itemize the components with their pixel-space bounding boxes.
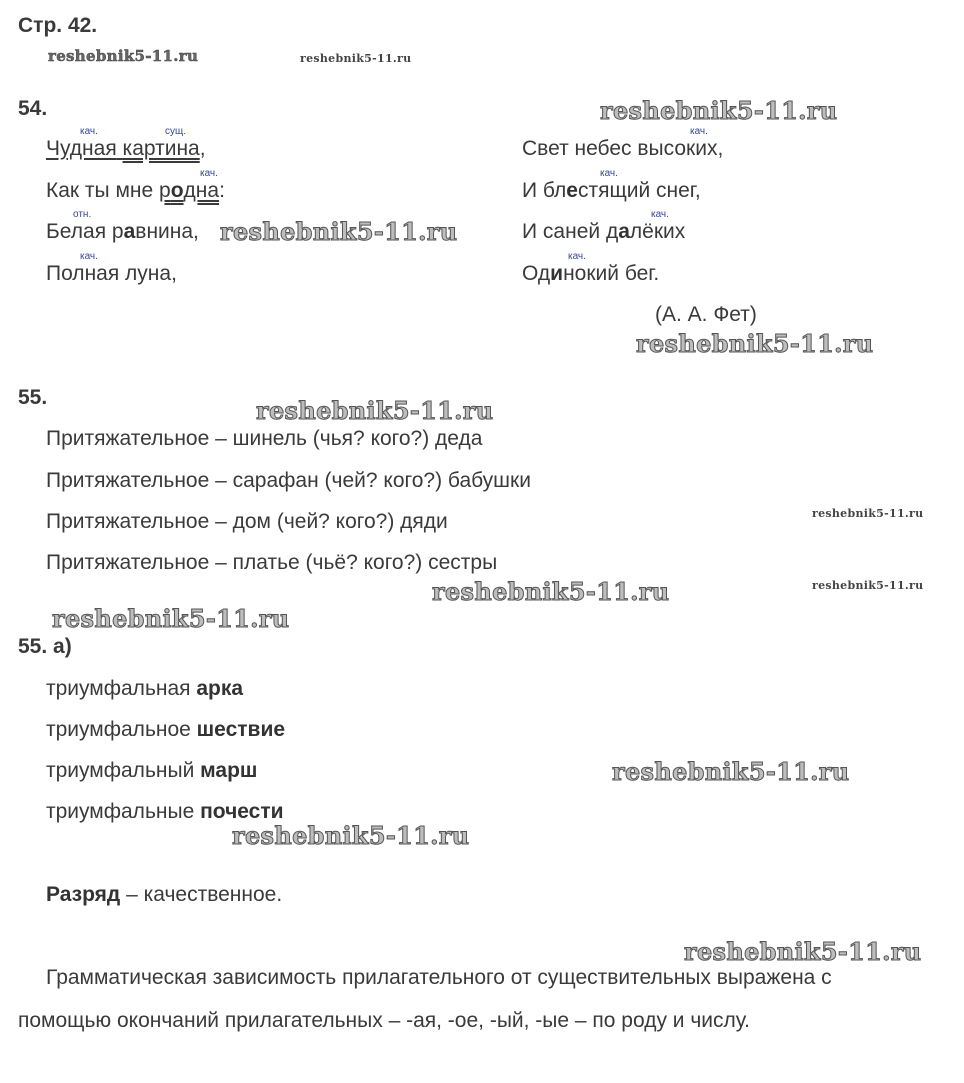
answer-line: Притяжательное – сарафан (чей? кого?) бабушки: [46, 469, 531, 492]
watermark: reshebnik5-11.ru: [432, 577, 670, 606]
watermark: reshebnik5-11.ru: [52, 604, 290, 633]
exercise-55a-number: 55. а): [18, 635, 72, 658]
watermark: reshebnik5-11.ru: [48, 47, 199, 65]
watermark: reshebnik5-11.ru: [812, 507, 924, 520]
watermark: reshebnik5-11.ru: [232, 821, 470, 850]
exercise-54-number: 54.: [18, 97, 48, 120]
poem-line: Свет небес высоких,: [522, 137, 724, 160]
phrase-item: триумфальные почести: [46, 800, 284, 823]
poem-line: Чудная картина,: [46, 137, 206, 160]
poem-author: (А. А. Фет): [655, 303, 757, 326]
answer-line: Притяжательное – платье (чьё? кого?) сестры: [46, 551, 498, 574]
mark-kach: кач.: [651, 209, 669, 220]
page-number: Стр. 42.: [18, 14, 98, 37]
mark-kach: кач.: [600, 168, 618, 179]
double-underlined-word: картина: [122, 137, 200, 160]
phrase-item: триумфальное шествие: [46, 718, 286, 741]
underlined-word: Чудная: [46, 137, 117, 160]
poem-line: И саней далёких: [522, 220, 686, 243]
answer-line: Притяжательное – дом (чей? кого?) дяди: [46, 510, 448, 533]
watermark: reshebnik5-11.ru: [220, 217, 458, 246]
paragraph-line: помощью окончаний прилагательных – -ая, -ое, -ый, -ые – по роду и числу.: [18, 1009, 751, 1032]
mark-otn: отн.: [73, 209, 92, 220]
watermark: reshebnik5-11.ru: [256, 396, 494, 425]
poem-line: Одинокий бег.: [522, 262, 660, 285]
exercise-55-number: 55.: [18, 386, 48, 409]
phrase-item: триумфальный марш: [46, 759, 258, 782]
watermark: reshebnik5-11.ru: [600, 96, 838, 125]
double-underlined-word: родна: [159, 179, 220, 202]
mark-sushch: сущ.: [165, 126, 187, 137]
watermark: reshebnik5-11.ru: [300, 52, 412, 65]
mark-kach: кач.: [80, 126, 98, 137]
watermark: reshebnik5-11.ru: [612, 757, 850, 786]
mark-kach: кач.: [80, 251, 98, 262]
mark-kach: кач.: [690, 126, 708, 137]
answer-line: Притяжательное – шинель (чья? кого?) деда: [46, 427, 483, 450]
watermark: reshebnik5-11.ru: [812, 579, 924, 592]
mark-kach: кач.: [200, 168, 218, 179]
poem-line: Белая равнина,: [46, 220, 199, 243]
category-line: Разряд – качественное.: [46, 883, 283, 906]
paragraph-line: Грамматическая зависимость прилагательного от существительных выражена с: [46, 966, 832, 989]
poem-line: И блестящий снег,: [522, 179, 701, 202]
watermark: reshebnik5-11.ru: [684, 937, 922, 966]
poem-line: Как ты мне родна:: [46, 179, 225, 202]
poem-line: Полная луна,: [46, 262, 177, 285]
phrase-item: триумфальная арка: [46, 677, 244, 700]
mark-kach: кач.: [568, 251, 586, 262]
watermark: reshebnik5-11.ru: [636, 329, 874, 358]
